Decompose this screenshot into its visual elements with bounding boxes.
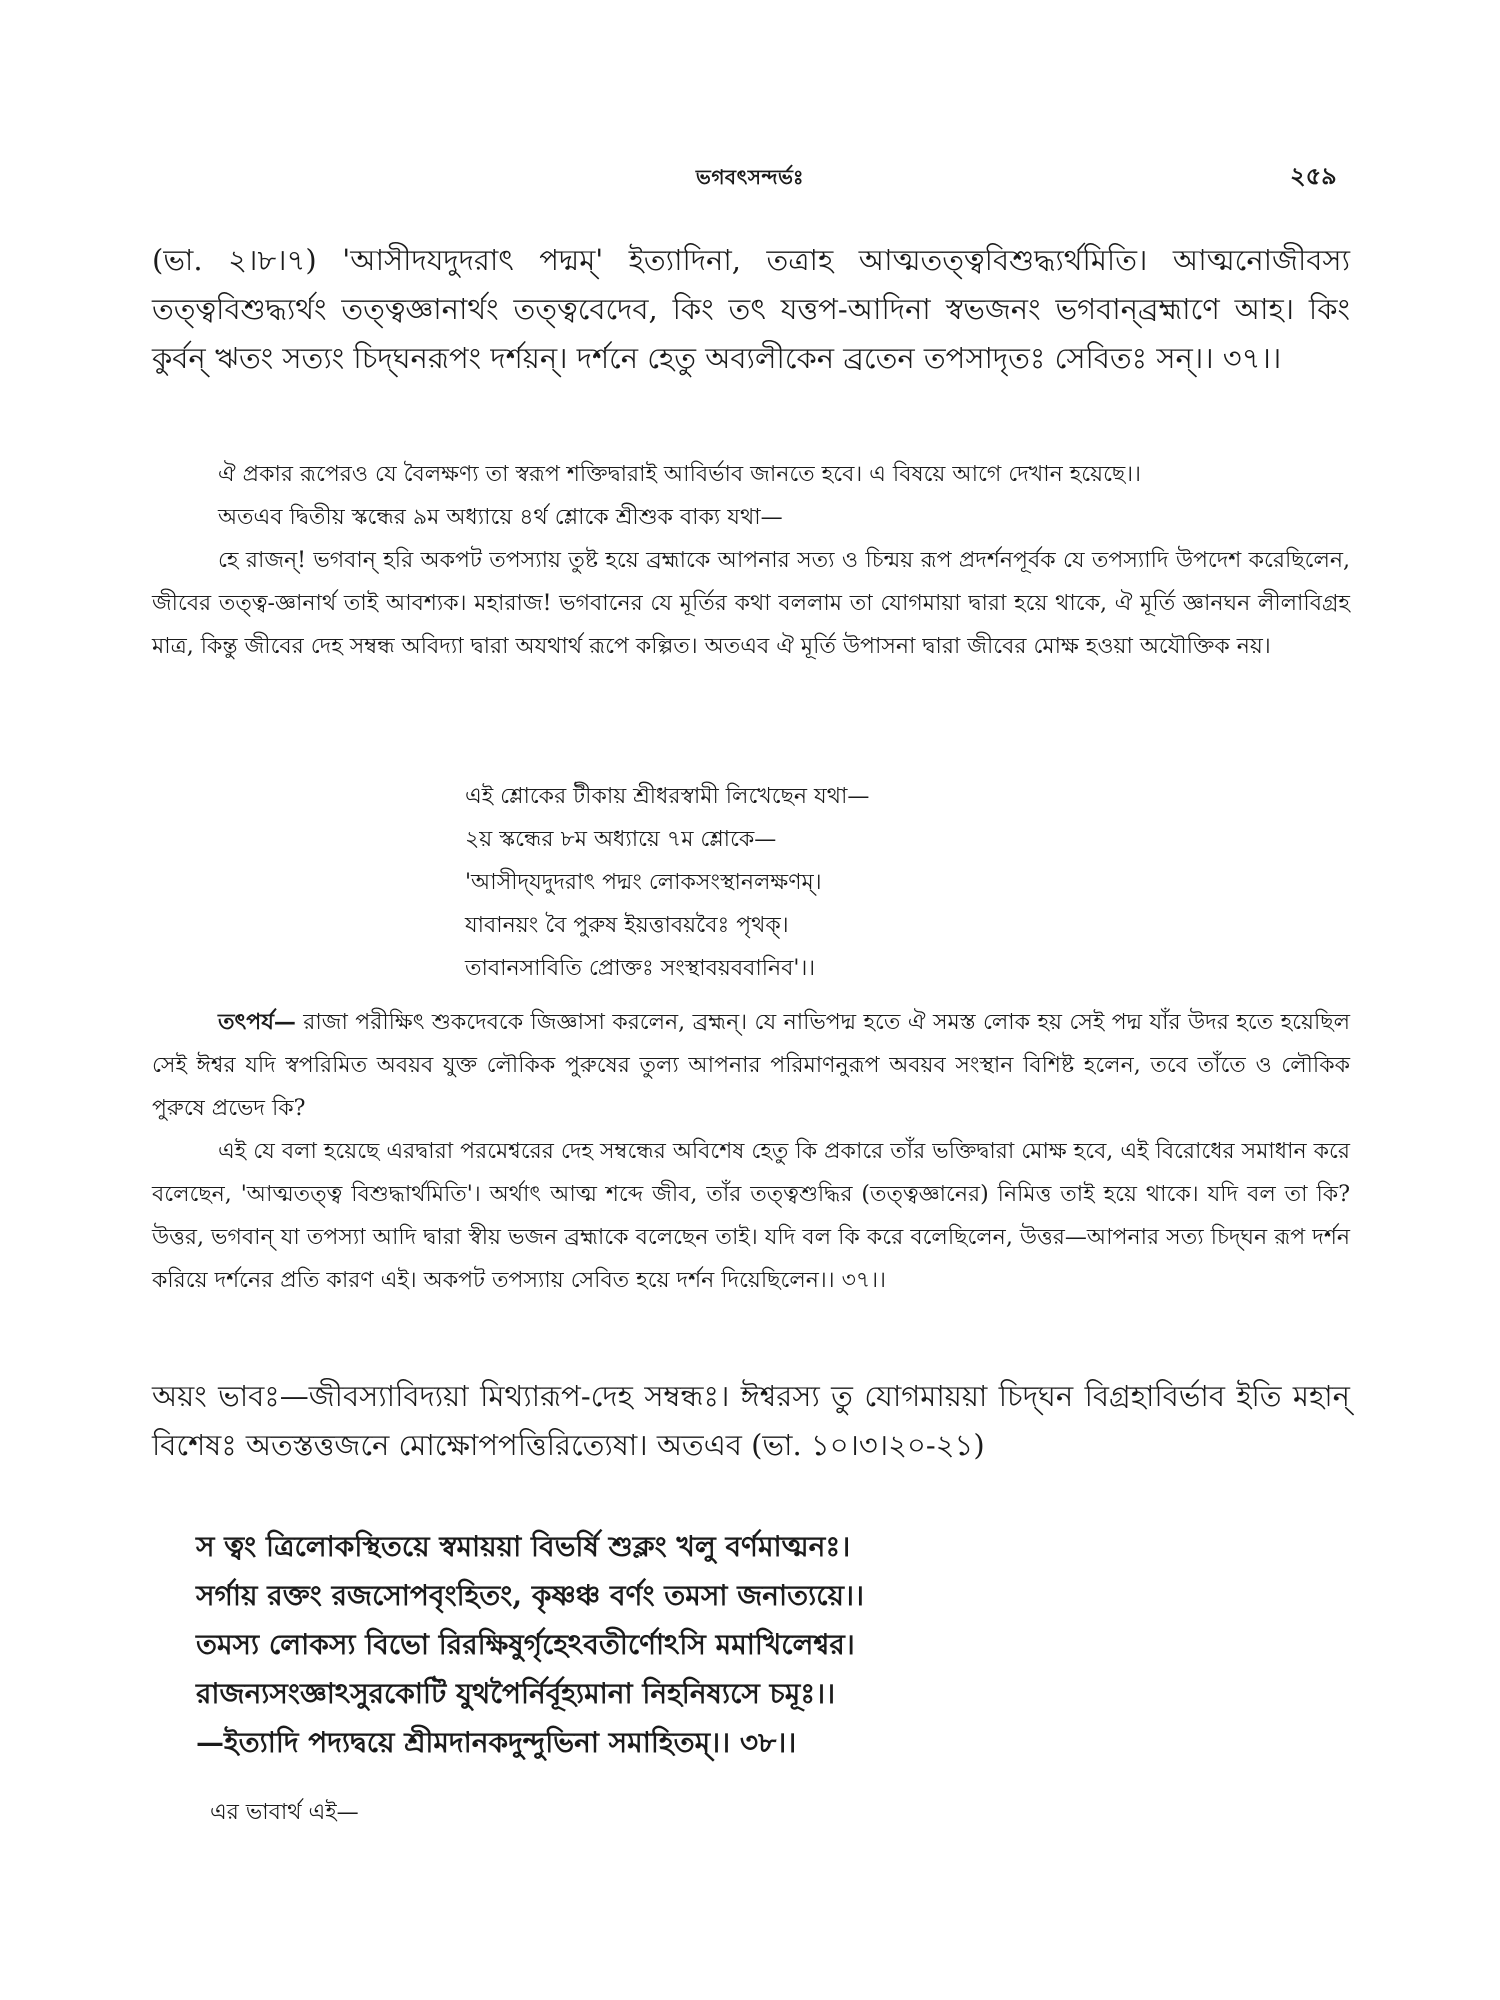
sanskrit-bhava-paragraph <box>152 1372 1350 1470</box>
page-number: ২৫৯ <box>1290 161 1337 190</box>
tatparya-text: রাজা পরীক্ষিৎ শুকদেবকে জিজ্ঞাসা করলেন, ব্রহ্মন্। যে নাভিপদ্ম হতে ঐ সমস্ত লোক হয় সেই পদ্ম যাঁর উদর হতে হয়েছিল সেই ঈশ্বর যদি স্বপরিমিত অবয়ব যুক্ত লৌকিক পুরুষের তুল্য আপনার পরিমাণনুরূপ অবয়ব সংস্থান বিশিষ্ট হলেন, তবে তাঁতে ও লৌকিক পুরুষে প্রভেদ কি? <box>152 1010 1350 1121</box>
para-vailakshanya: ঐ প্রকার রূপেরও যে বৈলক্ষণ্য তা স্বরূপ শক্তিদ্বারাই আবির্ভাব জানতে হবে। এ বিষয়ে আগে দেখান হয়েছে।। <box>218 462 1141 487</box>
para-commentary-37: (ভা. ২।৮।৭) 'আসীদযদুদরাৎ পদ্মম্' ইত্যাদিনা, তত্রাহ আত্মতত্ত্ববিশুদ্ধ্যর্থমিতি। আত্মনোজীবস্য তত্ত্ববিশুদ্ধ্যর্থং তত্ত্বজ্ঞানার্থং তত্ত্ববেদেব, কিং তৎ যত্তপ-আদিনা স্বভজনং ভগবান্‌ব্রহ্মাণে আহ। কিং কুর্বন্ ঋতং সত্যং চিদ্‌ঘনরূপং দর্শয়ন্। দর্শনে হেতু অব্যলীকেন ব্রতেন তপসাদৃতঃ সেবিতঃ সন্।। ৩৭।। <box>152 243 1350 375</box>
verse-line: স ত্বং ত্রিলোকস্থিতয়ে স্বমায়য়া বিভর্ষি শুক্লং খলু বর্ণমাত্মনঃ। <box>196 1530 851 1563</box>
verse-line: সর্গায় রক্তং রজসোপবৃংহিতং, কৃষ্ণঞ্চ বর্ণং তমসা জনাত্যয়ে।। <box>196 1579 864 1612</box>
quote-line: 'আসীদ্‌যদুদরাৎ পদ্মং লোকসংস্থানলক্ষণম্। <box>465 870 822 895</box>
sanskrit-commentary-paragraph <box>152 236 1350 383</box>
para-tatparya <box>152 1001 1350 1130</box>
sridhara-quote <box>465 775 1165 990</box>
quote-line: তাবানসাবিতি প্রোক্তঃ সংস্থাবয়ববানিব'।। <box>465 956 816 981</box>
para-virodha-samadhana: এই যে বলা হয়েছে এরদ্বারা পরমেশ্বরের দেহ সম্বন্ধের অবিশেষ হেতু কি প্রকারে তাঁর ভক্তিদ্বারা মোক্ষ হবে, এই বিরোধের সমাধান করে বলেছেন, 'আত্মতত্ত্ব বিশুদ্ধার্থমিতি'। অর্থাৎ আত্ম শব্দে জীব, তাঁর তত্ত্বশুদ্ধির (তত্ত্বজ্ঞানের) নিমিত্ত তাই হয়ে থাকে। যদি বল তা কি? উত্তর, ভগবান্ যা তপস্যা আদি দ্বারা স্বীয় ভজন ব্রহ্মাকে বলেছেন তাই। যদি বল কি করে বলেছিলেন, উত্তর—আপনার সত্য চিদ্‌ঘন রূপ দর্শন করিয়ে দর্শনের প্রতি কারণ এই। অকপট তপস্যায় সেবিত হয়ে দর্শন দিয়েছিলেন।। ৩৭।। <box>152 1139 1350 1293</box>
tatparya-label: তৎপর্য— <box>218 1009 296 1035</box>
verse-line: তমস্য লোকস্য বিভো রিরক্ষিষুর্গৃহেঽবতীর্ণোঽসি মমাখিলেশ্বর। <box>196 1628 855 1661</box>
verse-line: রাজন্যসংজ্ঞাঽসুরকোটি যুথপৈর্নির্বূহ্যমানা নিহনিষ্যসে চমূঃ।। <box>196 1677 836 1710</box>
para-he-rajan: হে রাজন্! ভগবান্ হরি অকপট তপস্যায় তুষ্ট হয়ে ব্রহ্মাকে আপনার সত্য ও চিন্ময় রূপ প্রদর্শনপূর্বক যে তপস্যাদি উপদেশ করেছিলেন, জীবের তত্ত্ব-জ্ঞানার্থ তাই আবশ্যক। মহারাজ! ভগবানের যে মূর্তির কথা বললাম তা যোগমায়া দ্বারা হয়ে থাকে, ঐ মূর্তি জ্ঞানঘন লীলাবিগ্রহ মাত্র, কিন্তু জীবের দেহ সম্বন্ধ অবিদ্যা দ্বারা অযথার্থ রূপে কল্পিত। অতএব ঐ মূর্তি উপাসনা দ্বারা জীবের মোক্ষ হওয়া অযৌক্তিক নয়। <box>152 548 1350 659</box>
quote-line: ২য় স্কন্ধের ৮ম অধ্যায়ে ৭ম শ্লোকে— <box>465 827 777 852</box>
para-dvitiya-skandha: অতএব দ্বিতীয় স্কন্ধের ৯ম অধ্যায়ে ৪র্থ শ্লোকে শ্রীশুক বাক্য যথা— <box>218 505 783 530</box>
bengali-section-1 <box>152 453 1350 668</box>
bhagavata-verses <box>196 1522 1316 1767</box>
quote-line: এই শ্লোকের টীকায় শ্রীধরস্বামী লিখেছেন যথা— <box>465 784 870 809</box>
para-ayam-bhava: অয়ং ভাবঃ—জীবস্যাবিদ্যয়া মিথ্যারূপ-দেহ সম্বন্ধঃ। ঈশ্বরস্য তু যোগমায়য়া চিদ্‌ঘন বিগ্রহাবির্ভাব ইতি মহান্ বিশেষঃ অতস্তত্তজনে মোক্ষোপপত্তিরিত্যেষা। অতএব (ভা. ১০।৩।২০-২১) <box>152 1379 1350 1462</box>
bengali-section-2 <box>152 1001 1350 1302</box>
verse-line: —ইত্যাদি পদ্যদ্বয়ে শ্রীমদানকদুন্দুভিনা সমাহিতম্।। ৩৮।। <box>196 1726 797 1759</box>
quote-line: যাবানয়ং বৈ পুরুষ ইয়ত্তাবয়বৈঃ পৃথক্। <box>465 913 789 938</box>
closing-line: এর ভাবার্থ এই— <box>210 1800 359 1825</box>
running-title: ভগবৎসন্দর্ভঃ <box>695 165 805 189</box>
